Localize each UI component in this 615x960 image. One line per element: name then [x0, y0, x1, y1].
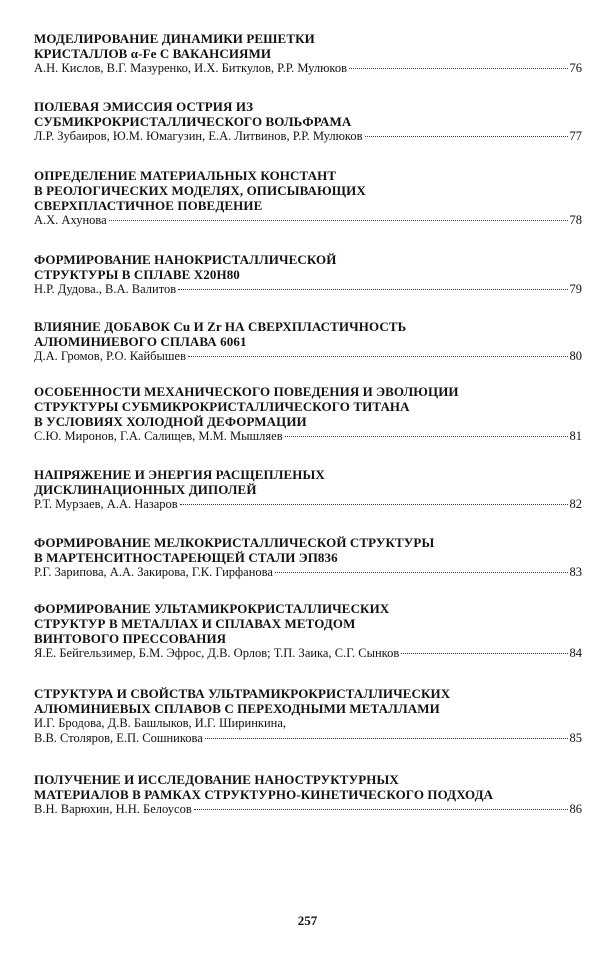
entry-authors-row: [34, 129, 582, 144]
entry-title-line: ОПРЕДЕЛЕНИЕ МАТЕРИАЛЬНЫХ КОНСТАНТ: [34, 168, 337, 183]
entry-page-number: 79: [569, 282, 582, 296]
entry-title-line: МАТЕРИАЛОВ В РАМКАХ СТРУКТУРНО-КИНЕТИЧЕСКОГО ПОДХОДА: [34, 787, 494, 802]
dot-leader: [205, 738, 568, 739]
dot-leader: [188, 356, 568, 357]
entry-title-line: В РЕОЛОГИЧЕСКИХ МОДЕЛЯХ, ОПИСЫВАЮЩИХ: [34, 183, 366, 198]
entry-page-number: 77: [569, 129, 582, 143]
entry-authors-row: [34, 497, 582, 512]
entry-authors: Н.Р. Дудова., В.А. Валитов: [34, 282, 177, 296]
entry-title-line: НАПРЯЖЕНИЕ И ЭНЕРГИЯ РАСЩЕПЛЕНЫХ: [34, 467, 325, 482]
entry-page-number: 82: [569, 497, 582, 511]
toc-entry: [34, 384, 582, 444]
entry-authors: Л.Р. Зубаиров, Ю.М. Юмагузин, Е.А. Литвинов, Р.Р. Мулюков: [34, 129, 363, 143]
entry-page-number: 83: [569, 565, 582, 579]
entry-title-line: В УСЛОВИЯХ ХОЛОДНОЙ ДЕФОРМАЦИИ: [34, 414, 307, 429]
entry-title-line: ВЛИЯНИЕ ДОБАВОК Cu И Zr НА СВЕРХПЛАСТИЧНОСТЬ: [34, 319, 407, 334]
entry-authors-row: [34, 349, 582, 364]
entry-title-line: СВЕРХПЛАСТИЧНОЕ ПОВЕДЕНИЕ: [34, 198, 263, 213]
entry-title-line: СТРУКТУРА И СВОЙСТВА УЛЬТРАМИКРОКРИСТАЛЛИЧЕСКИХ: [34, 686, 451, 701]
dot-leader: [275, 572, 568, 573]
entry-title-line: АЛЮМИНИЕВОГО СПЛАВА 6061: [34, 334, 247, 349]
entry-authors-row: [34, 282, 582, 297]
entry-title-line: ФОРМИРОВАНИЕ НАНОКРИСТАЛЛИЧЕСКОЙ: [34, 252, 337, 267]
entry-title-line: ПОЛЕВАЯ ЭМИССИЯ ОСТРИЯ ИЗ: [34, 99, 254, 114]
entry-title-line: ДИСКЛИНАЦИОННЫХ ДИПОЛЕЙ: [34, 482, 257, 497]
entry-title-line: КРИСТАЛЛОВ α-Fe С ВАКАНСИЯМИ: [34, 46, 272, 61]
entry-title-line: В МАРТЕНСИТНОСТАРЕЮЩЕЙ СТАЛИ ЭП836: [34, 550, 338, 565]
entry-authors: В.Н. Варюхин, Н.Н. Белоусов: [34, 802, 192, 816]
dot-leader: [194, 809, 568, 810]
entry-authors-row: [34, 646, 582, 661]
entry-authors: Я.Е. Бейгельзимер, Б.М. Эфрос, Д.В. Орлов; Т.П. Заика, С.Г. Сынков: [34, 646, 400, 660]
toc-entry: [34, 168, 582, 228]
entry-title-line: СТРУКТУРЫ СУБМИКРОКРИСТАЛЛИЧЕСКОГО ТИТАНА: [34, 399, 410, 414]
entry-authors: А.Х. Ахунова: [34, 213, 107, 227]
entry-title-line: ПОЛУЧЕНИЕ И ИССЛЕДОВАНИЕ НАНОСТРУКТУРНЫХ: [34, 772, 399, 787]
entry-authors-line: И.Г. Бродова, Д.В. Башлыков, И.Г. Ширинкина,: [34, 716, 287, 730]
entry-authors: А.Н. Кислов, В.Г. Мазуренко, И.Х. Биткулов, Р.Р. Мулюков: [34, 61, 348, 75]
entry-authors: С.Ю. Миронов, Г.А. Салищев, М.М. Мышляев: [34, 429, 283, 443]
entry-authors-row: [34, 213, 582, 228]
entry-authors-row: [34, 565, 582, 580]
entry-page-number: 84: [569, 646, 582, 660]
toc-entry: [34, 252, 582, 297]
entry-page-number: 86: [569, 802, 582, 816]
toc-entry: [34, 686, 582, 746]
entry-page-number: 85: [569, 731, 582, 745]
entry-page-number: 78: [569, 213, 582, 227]
toc-entry: [34, 467, 582, 512]
entry-authors: Р.Т. Мурзаев, А.А. Назаров: [34, 497, 178, 511]
page-number: 257: [297, 913, 318, 928]
entry-title-line: ОСОБЕННОСТИ МЕХАНИЧЕСКОГО ПОВЕДЕНИЯ И ЭВОЛЮЦИИ: [34, 384, 459, 399]
dot-leader: [285, 436, 568, 437]
dot-leader: [109, 220, 568, 221]
entry-title-line: МОДЕЛИРОВАНИЕ ДИНАМИКИ РЕШЕТКИ: [34, 31, 315, 46]
entry-authors-row: [34, 802, 582, 817]
entry-page-number: 80: [569, 349, 582, 363]
entry-authors-row: [34, 429, 582, 444]
entry-authors: В.В. Столяров, Е.П. Сошникова: [34, 731, 203, 745]
toc-entry: [34, 535, 582, 580]
dot-leader: [180, 504, 568, 505]
entry-title-line: ФОРМИРОВАНИЕ МЕЛКОКРИСТАЛЛИЧЕСКОЙ СТРУКТУРЫ: [34, 535, 435, 550]
entry-page-number: 81: [569, 429, 582, 443]
entry-title-line: СУБМИКРОКРИСТАЛЛИЧЕСКОГО ВОЛЬФРАМА: [34, 114, 352, 129]
entry-authors-row: [34, 731, 582, 746]
dot-leader: [365, 136, 568, 137]
dot-leader: [349, 68, 567, 69]
entry-title-line: ВИНТОВОГО ПРЕССОВАНИЯ: [34, 631, 227, 646]
toc-entry: [34, 601, 582, 661]
entry-page-number: 76: [569, 61, 582, 75]
entry-title-line: ФОРМИРОВАНИЕ УЛЬТАМИКРОКРИСТАЛЛИЧЕСКИХ: [34, 601, 390, 616]
entry-title-line: СТРУКТУРЫ В СПЛАВЕ Х20Н80: [34, 267, 240, 282]
dot-leader: [401, 653, 567, 654]
entry-authors: Р.Г. Зарипова, А.А. Закирова, Г.К. Гирфанова: [34, 565, 273, 579]
dot-leader: [178, 289, 567, 290]
toc-entry: [34, 99, 582, 144]
toc-entry: [34, 772, 582, 817]
entry-title-line: АЛЮМИНИЕВЫХ СПЛАВОВ С ПЕРЕХОДНЫМИ МЕТАЛЛАМИ: [34, 701, 440, 716]
entry-authors: Д.А. Громов, Р.О. Кайбышев: [34, 349, 186, 363]
toc-entry: [34, 31, 582, 76]
entry-title-line: СТРУКТУР В МЕТАЛЛАХ И СПЛАВАХ МЕТОДОМ: [34, 616, 356, 631]
entry-authors-row: [34, 61, 582, 76]
toc-entry: [34, 319, 582, 364]
